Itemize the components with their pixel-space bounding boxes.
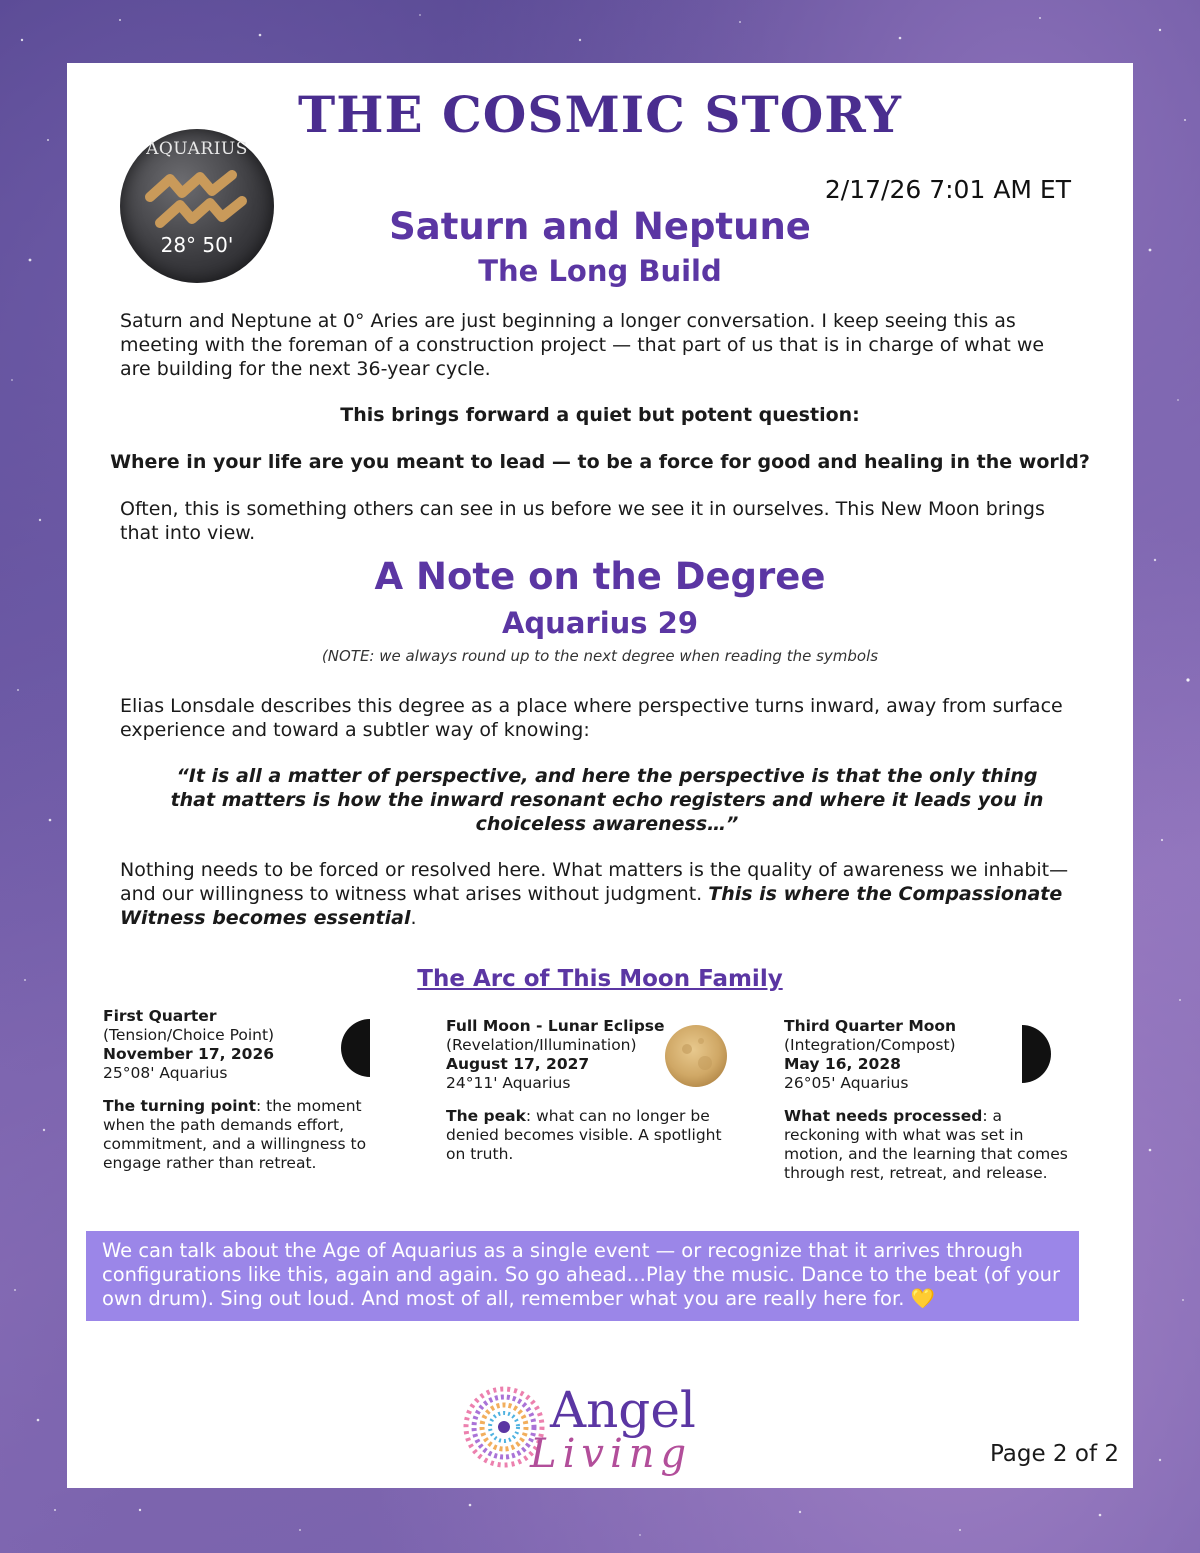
banner-text: We can talk about the Age of Aquarius as a single event — or recognize that it arrives through configurations like this, again and again. So go ahead…Play the music. Dance to the beat (of your own drum). Sing out loud. And most of all, remember what you are really here for. <box>102 1239 1060 1310</box>
rounding-note: (NOTE: we always round up to the next degree when reading the symbols <box>321 647 879 665</box>
lonsdale-quote: “It is all a matter of perspective, and here the perspective is that the only thing that matters is how the inward resonant echo registers and where it leads you in choiceless awareness…” <box>170 765 1044 835</box>
logo-script: Living <box>530 1431 693 1477</box>
phase-desc-rest: : the moment when the path demands effort, commitment, and a willingness to engage rather than retreat. <box>103 1097 367 1172</box>
phase-theme: (Revelation/Illumination) <box>446 1036 637 1054</box>
witness-period: . <box>410 907 417 929</box>
phase-name: Third Quarter Moon <box>784 1017 957 1035</box>
page-card <box>67 63 1133 1488</box>
phase-theme: (Tension/Choice Point) <box>103 1026 275 1044</box>
witness-paragraph <box>120 858 1070 930</box>
phase-desc-rest: : what can no longer be denied becomes visible. A spotlight on truth. <box>446 1107 722 1163</box>
page-number: Page 2 of 2 <box>989 1441 1119 1467</box>
question-intro: This brings forward a quiet but potent question: <box>340 404 860 426</box>
phase-desc-lead: The peak <box>446 1107 526 1125</box>
phase-desc-lead: What needs processed <box>784 1107 983 1125</box>
phase-name: First Quarter <box>103 1007 217 1025</box>
leadership-question: Where in your life are you meant to lead — to be a force for good and healing in the world? <box>110 451 1090 473</box>
saturn-neptune-paragraph: Saturn and Neptune at 0° Aries are just beginning a longer conversation. I keep seeing this as meeting with the foreman of a construction project — that part of us that is in charge of what we are building for the next 36-year cycle. <box>120 310 1045 380</box>
phase-position: 25°08' Aquarius <box>103 1064 228 1082</box>
phase-description <box>103 1097 393 1173</box>
section-subheading-long-build: The Long Build <box>478 254 722 288</box>
phase-desc-rest: : a reckoning with what was set in motion, and the learning that comes through rest, retreat, and release. <box>784 1107 1068 1182</box>
lonsdale-paragraph: Elias Lonsdale describes this degree as a place where perspective turns inward, away from surface experience and toward a subtler way of knowing: <box>120 695 1063 741</box>
section-heading-saturn-neptune: Saturn and Neptune <box>389 205 811 248</box>
badge-sign-label: AQUARIUS <box>146 139 248 159</box>
full-moon-icon <box>663 1023 729 1089</box>
phase-date: November 17, 2026 <box>103 1045 275 1063</box>
new-moon-paragraph: Often, this is something others can see in us before we see it in ourselves. This New Moon brings that into view. <box>120 498 1045 544</box>
phase-date: May 16, 2028 <box>784 1055 901 1073</box>
phase-position: 26°05' Aquarius <box>784 1074 909 1092</box>
phase-description <box>784 1107 1074 1183</box>
section-heading-degree: A Note on the Degree <box>374 555 826 598</box>
witness-text: Nothing needs to be forced or resolved here. What matters is the quality of awareness we inhabit— and our willingness to witness what arises without judgment. <box>120 859 1069 905</box>
phase-position: 24°11' Aquarius <box>446 1074 571 1092</box>
arc-title: The Arc of This Moon Family <box>417 966 783 992</box>
phase-name: Full Moon - Lunar Eclipse <box>446 1017 665 1035</box>
section-subheading-aquarius-29: Aquarius 29 <box>501 606 699 640</box>
phase-desc-lead: The turning point <box>103 1097 256 1115</box>
third-quarter-moon-icon <box>1017 1023 1053 1085</box>
phase-theme: (Integration/Compost) <box>784 1036 956 1054</box>
phase-description <box>446 1107 736 1164</box>
badge-degree-label: 28° 50' <box>160 233 234 257</box>
page-title: THE COSMIC STORY <box>298 85 902 144</box>
event-datetime: 2/17/26 7:01 AM ET <box>824 175 1071 204</box>
logo-wordmark: Angel <box>550 1381 696 1439</box>
phase-date: August 17, 2027 <box>446 1055 590 1073</box>
closing-banner <box>86 1231 1079 1321</box>
angel-living-logo <box>462 1381 752 1481</box>
yellow-heart-icon: 💛 <box>910 1287 935 1310</box>
first-quarter-moon-icon <box>339 1017 375 1079</box>
witness-emphasis: This is where the Compassionate Witness becomes essential <box>120 883 1063 929</box>
